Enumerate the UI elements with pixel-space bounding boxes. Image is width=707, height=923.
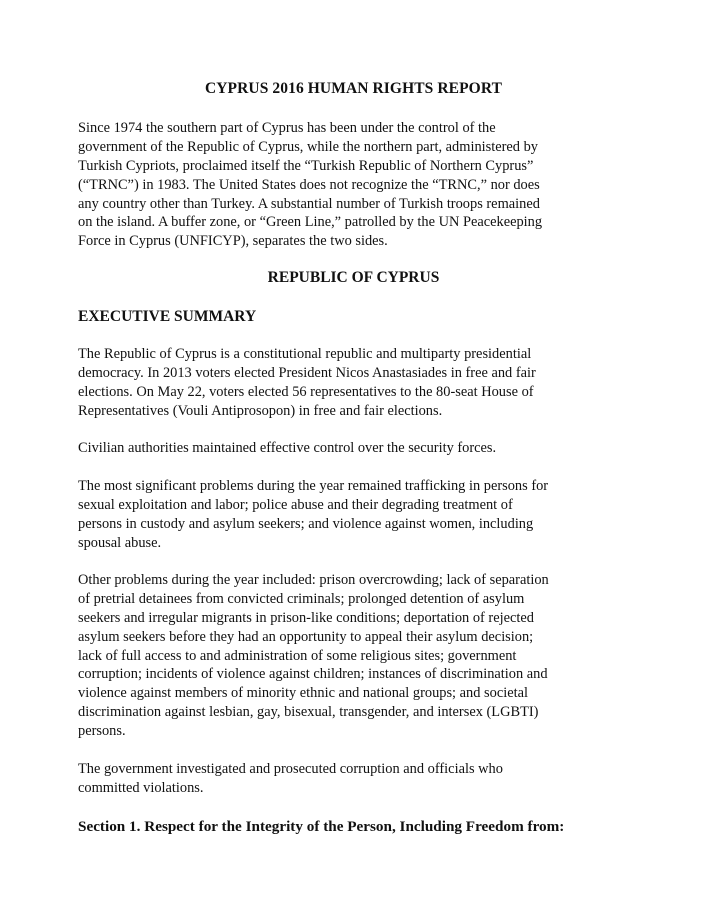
intro-line: (“TRNC”) in 1983. The United States does not recognize the “TRNC,” nor does xyxy=(78,176,540,193)
intro-line: Since 1974 the southern part of Cyprus has been under the control of the xyxy=(78,120,496,136)
summary-line: The government investigated and prosecuted corruption and officials who xyxy=(78,761,503,777)
summary-line: violence against members of minority ethnic and national groups; and societal xyxy=(78,685,528,702)
document-title: CYPRUS 2016 HUMAN RIGHTS REPORT xyxy=(204,80,503,97)
intro-line: government of the Republic of Cyprus, while the northern part, administered by xyxy=(78,138,538,155)
intro-paragraph xyxy=(78,119,542,251)
summary-paragraph-4 xyxy=(78,571,549,741)
section-1-heading: Section 1. Respect for the Integrity of the Person, Including Freedom from: xyxy=(78,818,565,835)
summary-line: corruption; incidents of violence against children; instances of discrimination and xyxy=(78,666,548,683)
summary-line: committed violations. xyxy=(78,779,204,796)
section-heading: REPUBLIC OF CYPRUS xyxy=(267,269,440,286)
intro-line: Turkish Cypriots, proclaimed itself the “Turkish Republic of Northern Cyprus” xyxy=(78,157,534,174)
summary-line: seekers and irregular migrants in prison-like conditions; deportation of rejected xyxy=(78,609,534,626)
summary-line: Representatives (Vouli Antiprosopon) in free and fair elections. xyxy=(78,402,443,419)
intro-line: on the island. A buffer zone, or “Green Line,” patrolled by the UN Peacekeeping xyxy=(78,214,543,231)
summary-line: asylum seekers before they had an opportunity to appeal their asylum decision; xyxy=(78,628,534,645)
summary-line: Other problems during the year included: prison overcrowding; lack of separation xyxy=(78,572,549,588)
summary-line: The Republic of Cyprus is a constitutional republic and multiparty presidential xyxy=(78,346,532,362)
summary-line: elections. On May 22, voters elected 56 representatives to the 80-seat House of xyxy=(78,383,534,400)
intro-line: Force in Cyprus (UNFICYP), separates the two sides. xyxy=(78,233,388,250)
summary-line: of pretrial detainees from convicted criminals; prolonged detention of asylum xyxy=(78,590,525,607)
summary-paragraph-3 xyxy=(78,477,548,553)
executive-summary-heading: EXECUTIVE SUMMARY xyxy=(78,308,257,325)
summary-line: persons in custody and asylum seekers; and violence against women, including xyxy=(78,515,534,532)
summary-line: discrimination against lesbian, gay, bisexual, transgender, and intersex (LGBTI) xyxy=(78,704,539,721)
summary-paragraph-2 xyxy=(78,439,496,458)
intro-line: any country other than Turkey. A substantial number of Turkish troops remained xyxy=(78,195,540,212)
summary-paragraph-1 xyxy=(78,345,536,421)
summary-line: democracy. In 2013 voters elected President Nicos Anastasiades in free and fair xyxy=(78,364,536,381)
summary-line: The most significant problems during the year remained trafficking in persons for xyxy=(78,478,549,494)
summary-line: persons. xyxy=(78,723,126,740)
summary-paragraph-5 xyxy=(78,760,503,798)
summary-line: spousal abuse. xyxy=(78,534,162,551)
summary-line: lack of full access to and administration of some religious sites; government xyxy=(78,647,517,664)
summary-line: Civilian authorities maintained effective control over the security forces. xyxy=(78,440,497,456)
summary-line: sexual exploitation and labor; police abuse and their degrading treatment of xyxy=(78,496,513,513)
